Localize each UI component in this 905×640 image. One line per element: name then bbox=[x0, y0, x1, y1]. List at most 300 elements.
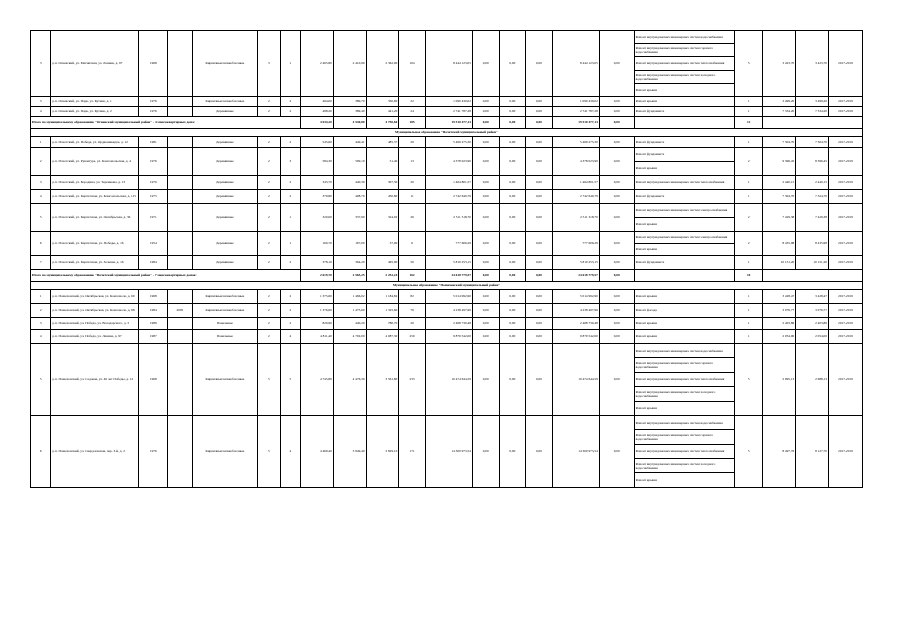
table-row bbox=[31, 203, 863, 217]
living-area: 440,20 bbox=[333, 317, 366, 329]
resident-count: 29 bbox=[399, 136, 426, 147]
subtotal-blank bbox=[763, 269, 863, 281]
floor-count: 2 bbox=[258, 317, 281, 329]
unit-cost-limit: 2 440,15 bbox=[796, 175, 829, 189]
other-funds: 0,00 bbox=[599, 231, 634, 255]
regional-funds: 0,00 bbox=[499, 303, 526, 317]
year-reconstructed bbox=[168, 175, 193, 189]
subtotal-blank bbox=[634, 269, 734, 281]
house-address: р.п. Пошехонский, ул. Октябрьская, ул. Комсомола, д. 60 bbox=[51, 289, 139, 303]
completion-term: 2017-2019 bbox=[828, 329, 862, 343]
unit-cost-limit: 8 435,98 bbox=[796, 231, 829, 255]
work-count: 1 bbox=[734, 189, 763, 203]
completion-term: 2017-2019 bbox=[828, 289, 862, 303]
wall-material: Кирпичные/шлакоблочные bbox=[192, 289, 257, 303]
year-built: 1971 bbox=[139, 203, 168, 231]
row-number: 4 bbox=[31, 189, 51, 203]
other-funds: 0,00 bbox=[599, 329, 634, 343]
year-reconstructed bbox=[168, 147, 193, 175]
owned-area: 441,20 bbox=[366, 106, 399, 116]
living-area: 4 476,30 bbox=[333, 343, 366, 415]
subtotal-federal: 0,00 bbox=[472, 116, 499, 128]
house-address: р.п. Пошехонский, ул. Победа, ул. Ленина, д. 97 bbox=[51, 329, 139, 343]
municipal-funds: 0,00 bbox=[526, 303, 553, 317]
work-type: Ремонт крыши bbox=[634, 473, 734, 487]
row-number: 1 bbox=[31, 136, 51, 147]
other-funds: 0,00 bbox=[599, 343, 634, 415]
unit-cost: 8 435,98 bbox=[763, 231, 796, 255]
floor-count: 5 bbox=[258, 415, 281, 487]
row-number: 3 bbox=[31, 31, 51, 97]
house-address: р.п. Пошехонский, ул. Садовая, ул. 40 лет Победы, д. 12 bbox=[51, 343, 139, 415]
other-funds: 0,00 bbox=[599, 289, 634, 303]
year-built: 1984 bbox=[139, 303, 168, 317]
federal-funds: 0,00 bbox=[472, 415, 499, 487]
unit-cost: 3 076,77 bbox=[763, 303, 796, 317]
municipal-funds: 0,00 bbox=[526, 106, 553, 116]
work-count: 5 bbox=[734, 31, 763, 97]
work-count: 1 bbox=[734, 317, 763, 329]
completion-term: 2017-2019 bbox=[828, 317, 862, 329]
row-number: 3 bbox=[31, 317, 51, 329]
owner-funds: 2 468 730,48 bbox=[552, 317, 599, 329]
wall-material: Кирпичные/шлакоблочные bbox=[192, 31, 257, 97]
owned-area: 1 184,82 bbox=[366, 289, 399, 303]
subtotal-blank bbox=[634, 116, 734, 128]
municipal-funds: 0,00 bbox=[526, 31, 553, 97]
living-area: 389,40 bbox=[333, 106, 366, 116]
owner-funds: 5 014 992,90 bbox=[552, 289, 599, 303]
owner-funds: 2 741 787,28 bbox=[552, 106, 599, 116]
entrance-count: 1 bbox=[280, 203, 300, 231]
federal-funds: 0,00 bbox=[472, 255, 499, 269]
subtotal-other: 0,00 bbox=[599, 269, 634, 281]
house-address: р.п. Огневский, ул. Парк, ул. Кутина, д. 2 bbox=[51, 106, 139, 116]
federal-funds: 0,00 bbox=[472, 329, 499, 343]
table-row bbox=[31, 96, 863, 106]
resident-count: 20 bbox=[399, 175, 426, 189]
total-area: 494,00 bbox=[301, 96, 334, 106]
row-number: 6 bbox=[31, 415, 51, 487]
regional-funds: 0,00 bbox=[499, 329, 526, 343]
year-reconstructed bbox=[168, 136, 193, 147]
federal-funds: 0,00 bbox=[472, 136, 499, 147]
entrance-count: 2 bbox=[280, 317, 300, 329]
total-area: 379,80 bbox=[301, 189, 334, 203]
owner-funds: 10 474 644,59 bbox=[552, 343, 599, 415]
other-funds: 0,00 bbox=[599, 303, 634, 317]
total-area: 320,00 bbox=[301, 203, 334, 231]
unit-cost-limit: 7 304,70 bbox=[796, 136, 829, 147]
owner-funds: 4 378 023,90 bbox=[552, 147, 599, 175]
floor-count: 2 bbox=[258, 136, 281, 147]
federal-funds: 0,00 bbox=[472, 303, 499, 317]
federal-funds: 0,00 bbox=[472, 231, 499, 255]
unit-cost: 2 440,15 bbox=[763, 175, 796, 189]
work-count: 1 bbox=[734, 329, 763, 343]
other-funds: 0,00 bbox=[599, 31, 634, 97]
regional-funds: 0,00 bbox=[499, 175, 526, 189]
owned-area: 4 087,30 bbox=[366, 329, 399, 343]
federal-funds: 0,00 bbox=[472, 31, 499, 97]
year-reconstructed bbox=[168, 203, 193, 231]
house-address: р.п. Пошехонский, ул. Победа, ул. Володарского, д. 3 bbox=[51, 317, 139, 329]
unit-cost: 3 499,20 bbox=[763, 96, 796, 106]
living-area: 3 949,40 bbox=[333, 415, 366, 487]
municipal-funds: 0,00 bbox=[526, 203, 553, 231]
owned-area: 3 829,10 bbox=[366, 415, 399, 487]
subtotal-municipal: 0,00 bbox=[526, 116, 553, 128]
wall-material: Панельные bbox=[192, 317, 257, 329]
year-built: 1976 bbox=[139, 147, 168, 175]
house-address: р.п. Огневский, ул. Парк, ул. Кутина, д. 1 bbox=[51, 96, 139, 106]
other-funds: 0,00 bbox=[599, 189, 634, 203]
subtotal-area: 2 619,70 bbox=[301, 269, 334, 281]
other-funds: 0,00 bbox=[599, 255, 634, 269]
row-number: 5 bbox=[31, 203, 51, 231]
subtotal-residents: 185 bbox=[399, 116, 426, 128]
year-built: 1968 bbox=[139, 31, 168, 97]
entrance-count: 2 bbox=[280, 189, 300, 203]
entrance-count: 5 bbox=[280, 343, 300, 415]
year-built: 1987 bbox=[139, 329, 168, 343]
work-type: Ремонт внутридомовых инженерных систем холодного водоснабжения bbox=[634, 459, 734, 473]
total-area: 160,70 bbox=[301, 231, 334, 255]
subtotal-work-count: 12 bbox=[734, 116, 763, 128]
total-cost: 2 468 730,48 bbox=[425, 317, 472, 329]
entrance-count: 3 bbox=[280, 147, 300, 175]
completion-term: 2017-2019 bbox=[828, 189, 862, 203]
year-reconstructed bbox=[168, 289, 193, 303]
subtotal-cost: 24 618 779,57 bbox=[425, 269, 472, 281]
entrance-count: 1 bbox=[280, 231, 300, 255]
year-built: 1954 bbox=[139, 231, 168, 255]
table-row bbox=[31, 343, 863, 357]
subtotal-label: Итого по муниципальному образованию "Огневский муниципальный район" - 4 многоквартирных дома: bbox=[31, 116, 301, 128]
regional-funds: 0,00 bbox=[499, 231, 526, 255]
owned-area: 465,00 bbox=[366, 255, 399, 269]
section-header-row bbox=[31, 128, 863, 136]
living-area: 440,30 bbox=[333, 175, 366, 189]
regional-funds: 0,00 bbox=[499, 136, 526, 147]
work-type: Ремонт внутридомовых инженерных систем горячего водоснабжения bbox=[634, 358, 734, 372]
work-type: Ремонт внутридомовых инженерных систем горячего водоснабжения bbox=[634, 44, 734, 57]
federal-funds: 0,00 bbox=[472, 317, 499, 329]
living-area: 408,70 bbox=[333, 189, 366, 203]
entrance-count: 2 bbox=[280, 106, 300, 116]
row-number: 2 bbox=[31, 303, 51, 317]
resident-count: 50 bbox=[399, 255, 426, 269]
municipal-funds: 0,00 bbox=[526, 415, 553, 487]
table-row bbox=[31, 231, 863, 243]
table-row bbox=[31, 189, 863, 203]
year-reconstructed bbox=[168, 317, 193, 329]
unit-cost: 3 423,70 bbox=[763, 31, 796, 97]
year-built: 1976 bbox=[139, 106, 168, 116]
subtotal-residents: 162 bbox=[399, 269, 426, 281]
total-area: 1 376,60 bbox=[301, 303, 334, 317]
work-type: Ремонт фундамента bbox=[634, 136, 734, 147]
municipal-funds: 0,00 bbox=[526, 136, 553, 147]
row-number: 1 bbox=[31, 289, 51, 303]
resident-count: 171 bbox=[399, 415, 426, 487]
entrance-count: 2 bbox=[280, 255, 300, 269]
unit-cost-limit: 3 428,47 bbox=[796, 289, 829, 303]
row-number: 3 bbox=[31, 96, 51, 106]
owned-area: 2 362,00 bbox=[366, 31, 399, 97]
subtotal-living-area: 2 565,25 bbox=[333, 269, 366, 281]
federal-funds: 0,00 bbox=[472, 147, 499, 175]
table-row bbox=[31, 31, 863, 44]
living-area: 509,10 bbox=[333, 147, 366, 175]
table-row bbox=[31, 175, 863, 189]
floor-count: 5 bbox=[258, 343, 281, 415]
year-reconstructed: 2005 bbox=[168, 303, 193, 317]
completion-term: 2017-2019 bbox=[828, 31, 862, 97]
floor-count: 2 bbox=[258, 289, 281, 303]
completion-term: 2017-2019 bbox=[828, 203, 862, 231]
work-type: Ремонт внутридомовых инженерных систем электроснабжения bbox=[634, 203, 734, 217]
total-cost: 4 378 023,90 bbox=[425, 147, 472, 175]
year-built: 1984 bbox=[139, 255, 168, 269]
total-cost: 2 741 787,28 bbox=[425, 106, 472, 116]
resident-count: 6 bbox=[399, 231, 426, 255]
work-type: Ремонт внутридомовых инженерных систем водоснабжения bbox=[634, 415, 734, 429]
completion-term: 2017-2019 bbox=[828, 303, 862, 317]
completion-term: 2017-2019 bbox=[828, 231, 862, 255]
resident-count: 76 bbox=[399, 303, 426, 317]
house-address: р.п. Почетский, ул. Карпатская, ул. Комсомольская, д. 115 bbox=[51, 189, 139, 203]
work-type: Ремонт фундамента bbox=[634, 255, 734, 269]
unit-cost: 9 396,45 bbox=[763, 147, 796, 175]
total-area: 545,60 bbox=[301, 136, 334, 147]
house-address: р.п. Почетский, ул. Рукоятура, ул. Комсомольская, д. 4 bbox=[51, 147, 139, 175]
living-area: 337,90 bbox=[333, 203, 366, 231]
unit-cost-limit: 7 334,20 bbox=[796, 106, 829, 116]
work-type: Ремонт крыши bbox=[634, 217, 734, 231]
work-count: 1 bbox=[734, 255, 763, 269]
other-funds: 0,00 bbox=[599, 147, 634, 175]
total-cost: 4 238 497,96 bbox=[425, 303, 472, 317]
completion-term: 2017-2019 bbox=[828, 175, 862, 189]
subtotal-regional: 0,00 bbox=[499, 116, 526, 128]
owner-funds: 4 238 497,96 bbox=[552, 303, 599, 317]
total-area: 584,30 bbox=[301, 147, 334, 175]
living-area: 167,00 bbox=[333, 231, 366, 255]
owner-funds: 5 810 253,15 bbox=[552, 255, 599, 269]
unit-cost-limit: 10 151,20 bbox=[796, 255, 829, 269]
unit-cost: 7 334,20 bbox=[763, 106, 796, 116]
register-body bbox=[31, 31, 863, 488]
entrance-count: 2 bbox=[280, 175, 300, 189]
unit-cost: 2 403,86 bbox=[763, 317, 796, 329]
regional-funds: 0,00 bbox=[499, 203, 526, 231]
total-cost: 1 090 430,02 bbox=[425, 96, 472, 106]
total-area: 820,90 bbox=[301, 317, 334, 329]
unit-cost-limit: 2 403,86 bbox=[796, 317, 829, 329]
wall-material: Деревянные bbox=[192, 147, 257, 175]
federal-funds: 0,00 bbox=[472, 289, 499, 303]
table-row bbox=[31, 147, 863, 161]
regional-funds: 0,00 bbox=[499, 31, 526, 97]
floor-count: 2 bbox=[258, 189, 281, 203]
completion-term: 2017-2019 bbox=[828, 415, 862, 487]
row-number: 5 bbox=[31, 343, 51, 415]
unit-cost-limit: 7 324,70 bbox=[796, 189, 829, 203]
work-type: Ремонт внутридомовых инженерных систем теплоснабжения bbox=[634, 175, 734, 189]
work-count: 1 bbox=[734, 136, 763, 147]
floor-count: 3 bbox=[258, 31, 281, 97]
unit-cost: 8 497,76 bbox=[763, 415, 796, 487]
floor-count: 2 bbox=[258, 303, 281, 317]
wall-material: Деревянные bbox=[192, 231, 257, 255]
subtotal-municipal: 0,00 bbox=[526, 269, 553, 281]
work-type: Ремонт внутридомовых инженерных систем водоснабжения bbox=[634, 343, 734, 357]
house-address: р.п. Пошехонский, ул. Свердловская, пер. 3-й, д. 2 bbox=[51, 415, 139, 487]
year-reconstructed bbox=[168, 329, 193, 343]
resident-count: 250 bbox=[399, 329, 426, 343]
year-reconstructed bbox=[168, 255, 193, 269]
subtotal-area: 4 634,20 bbox=[301, 116, 334, 128]
wall-material: Кирпичные/шлакоблочные bbox=[192, 343, 257, 415]
municipal-funds: 0,00 bbox=[526, 329, 553, 343]
work-count: 2 bbox=[734, 231, 763, 255]
total-area: 498,20 bbox=[301, 106, 334, 116]
year-built: 1968 bbox=[139, 343, 168, 415]
subtotal-row bbox=[31, 269, 863, 281]
total-area: 378,10 bbox=[301, 255, 334, 269]
wall-material: Деревянные bbox=[192, 136, 257, 147]
subtotal-federal: 0,00 bbox=[472, 269, 499, 281]
total-area: 4 469,40 bbox=[301, 415, 334, 487]
total-cost: 2 511 318,70 bbox=[425, 203, 472, 231]
resident-count: 20 bbox=[399, 317, 426, 329]
owner-funds: 5 469 275,30 bbox=[552, 136, 599, 147]
owner-funds: 777 606,29 bbox=[552, 231, 599, 255]
resident-count: 13 bbox=[399, 147, 426, 175]
total-cost: 10 474 644,59 bbox=[425, 343, 472, 415]
federal-funds: 0,00 bbox=[472, 96, 499, 106]
unit-cost: 7 304,70 bbox=[763, 189, 796, 203]
total-cost: 14 300 973,54 bbox=[425, 415, 472, 487]
floor-count: 2 bbox=[258, 175, 281, 189]
table-row bbox=[31, 415, 863, 429]
other-funds: 0,00 bbox=[599, 203, 634, 231]
subtotal-owned-area: 4 750,60 bbox=[366, 116, 399, 128]
subtotal-owned-area: 2 252,24 bbox=[366, 269, 399, 281]
completion-term: 2017-2019 bbox=[828, 343, 862, 415]
floor-count: 2 bbox=[258, 96, 281, 106]
year-built: 1970 bbox=[139, 175, 168, 189]
unit-cost: 7 304,70 bbox=[763, 136, 796, 147]
year-built: 1968 bbox=[139, 289, 168, 303]
subtotal-owner: 24 618 779,57 bbox=[552, 269, 599, 281]
entrance-count: 4 bbox=[280, 329, 300, 343]
regional-funds: 0,00 bbox=[499, 106, 526, 116]
row-number: 4 bbox=[31, 329, 51, 343]
owned-area: 307,30 bbox=[366, 175, 399, 189]
year-reconstructed bbox=[168, 96, 193, 106]
total-cost: 2 742 640,79 bbox=[425, 189, 472, 203]
regional-funds: 0,00 bbox=[499, 317, 526, 329]
owned-area: 1 325,60 bbox=[366, 303, 399, 317]
municipal-funds: 0,00 bbox=[526, 231, 553, 255]
work-type: Ремонт внутридомовых инженерных систем теплоснабжения bbox=[634, 444, 734, 458]
living-area: 449,41 bbox=[333, 136, 366, 147]
regional-funds: 0,00 bbox=[499, 255, 526, 269]
federal-funds: 0,00 bbox=[472, 203, 499, 231]
entrance-count: 4 bbox=[280, 415, 300, 487]
work-type: Ремонт крыши bbox=[634, 329, 734, 343]
unit-cost: 2 054,00 bbox=[763, 329, 796, 343]
owned-area: 37,00 bbox=[366, 231, 399, 255]
owner-funds: 8 444 123,05 bbox=[552, 31, 599, 97]
wall-material: Панельные bbox=[192, 329, 257, 343]
federal-funds: 0,00 bbox=[472, 189, 499, 203]
year-built: 1975 bbox=[139, 189, 168, 203]
unit-cost-limit: 8 396,45 bbox=[796, 147, 829, 175]
regional-funds: 0,00 bbox=[499, 415, 526, 487]
table-row bbox=[31, 106, 863, 116]
other-funds: 0,00 bbox=[599, 96, 634, 106]
work-type: Ремонт внутридомовых инженерных систем горячего водоснабжения bbox=[634, 430, 734, 444]
subtotal-label: Итого по муниципальному образованию "Почетский муниципальный район" - 7 многоквартирных домов: bbox=[31, 269, 301, 281]
municipal-funds: 0,00 bbox=[526, 189, 553, 203]
federal-funds: 0,00 bbox=[472, 175, 499, 189]
unit-cost-limit: 3 499,20 bbox=[796, 96, 829, 106]
living-area: 1 475,60 bbox=[333, 303, 366, 317]
work-type: Ремонт крыши bbox=[634, 289, 734, 303]
owner-funds: 2 511 318,70 bbox=[552, 203, 599, 231]
floor-count: 2 bbox=[258, 147, 281, 175]
work-type: Ремонт внутридомовых инженерных систем холодного водоснабжения bbox=[634, 70, 734, 83]
year-reconstructed bbox=[168, 189, 193, 203]
owner-funds: 1 464 801,57 bbox=[552, 175, 599, 189]
total-cost: 777 606,29 bbox=[425, 231, 472, 255]
living-area: 389,70 bbox=[333, 96, 366, 106]
resident-count: 233 bbox=[399, 343, 426, 415]
row-number: 3 bbox=[31, 175, 51, 189]
table-row bbox=[31, 255, 863, 269]
section-title: Муниципальное образование "Почетский муниципальный район" bbox=[31, 128, 863, 136]
year-built: 1976 bbox=[139, 96, 168, 106]
living-area: 4 702,00 bbox=[333, 329, 366, 343]
owned-area: 3 561,80 bbox=[366, 343, 399, 415]
wall-material: Кирпичные/шлакоблочные bbox=[192, 96, 257, 106]
living-area: 1 466,02 bbox=[333, 289, 366, 303]
house-address: р.п. Почетский, ул. Карпатская, ул. Октябрьская, д. 36 bbox=[51, 203, 139, 231]
municipal-funds: 0,00 bbox=[526, 317, 553, 329]
owned-area: 324,02 bbox=[366, 203, 399, 231]
year-built: 1981 bbox=[139, 136, 168, 147]
regional-funds: 0,00 bbox=[499, 189, 526, 203]
section-header-row bbox=[31, 281, 863, 289]
total-area: 4 745,80 bbox=[301, 343, 334, 415]
section-title: Муниципальное образование "Пошехонский муниципальный район" bbox=[31, 281, 863, 289]
work-type: Ремонт фундамента bbox=[634, 106, 734, 116]
federal-funds: 0,00 bbox=[472, 343, 499, 415]
subtotal-living-area: 4 540,80 bbox=[333, 116, 366, 128]
owned-area: 485,37 bbox=[366, 136, 399, 147]
work-count: 1 bbox=[734, 175, 763, 189]
wall-material: Кирпичные/шлакоблочные bbox=[192, 415, 257, 487]
floor-count: 2 bbox=[258, 255, 281, 269]
unit-cost-limit: 3 423,70 bbox=[796, 31, 829, 97]
unit-cost-limit: 3 076,77 bbox=[796, 303, 829, 317]
unit-cost: 10 151,20 bbox=[763, 255, 796, 269]
subtotal-owner: 19 510 477,13 bbox=[552, 116, 599, 128]
owned-area: 780,70 bbox=[366, 317, 399, 329]
